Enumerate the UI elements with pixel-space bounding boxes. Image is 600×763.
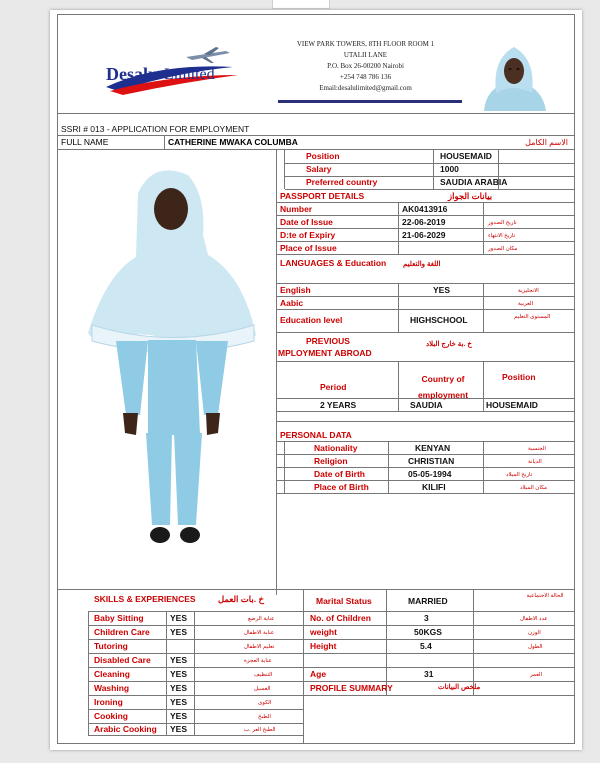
company-name: Desalu — [106, 64, 159, 84]
skill-arabic: الكوى — [258, 700, 272, 706]
education-level-value: HIGHSCHOOL — [410, 315, 468, 325]
experience-position-value: HOUSEMAID — [486, 400, 538, 410]
address-line: +254 748 786 136 — [339, 73, 392, 81]
marital-status-label: Marital Status — [316, 596, 372, 606]
divider — [284, 441, 285, 493]
divider — [483, 441, 484, 493]
religion-label: Religion — [314, 456, 348, 466]
children-value: 3 — [424, 613, 429, 623]
education-level-label: Education level — [280, 315, 343, 325]
skill-label: Tutoring — [94, 641, 128, 651]
skill-arabic: الطبخ العر .ب — [244, 727, 276, 733]
skill-label: Disabled Care — [94, 655, 151, 665]
skill-label: Cooking — [94, 711, 128, 721]
address-line: VIEW PARK TOWERS, 8TH FLOOR ROOM 1 — [296, 40, 435, 48]
experience-title-arabic: خ .بة خارج البلاد — [426, 341, 472, 348]
divider — [276, 283, 574, 284]
divider — [284, 149, 285, 189]
salary-value: 1000 — [440, 164, 459, 174]
divider — [58, 589, 574, 590]
passport-number-value: AK0413916 — [402, 204, 448, 214]
skill-value: YES — [170, 724, 188, 734]
divider — [166, 611, 167, 735]
divider — [398, 361, 399, 411]
divider — [303, 653, 574, 654]
skill-arabic: عناية الاطفال — [244, 630, 275, 636]
preferred-country-label: Preferred country — [306, 177, 378, 187]
expiry-date-arabic: تاريخ الانتهاء — [488, 233, 516, 239]
divider — [483, 283, 484, 332]
applicant-full-photo — [78, 165, 268, 555]
full-name-label: FULL NAME — [61, 137, 109, 147]
children-arabic: عدد الاطفال — [520, 616, 548, 622]
religion-value: CHRISTIAN — [408, 456, 455, 466]
full-name-row — [58, 136, 574, 150]
height-label: Height — [310, 641, 337, 651]
age-value: 31 — [424, 669, 434, 679]
experience-title: PREVIOUS — [306, 336, 350, 346]
divider — [303, 667, 574, 668]
passport-number-label: Number — [280, 204, 313, 214]
age-arabic: العمر — [530, 672, 543, 678]
issue-date-arabic: تاريخ الصدور — [488, 220, 517, 226]
arabic-arabic: العربية — [518, 301, 534, 307]
divider — [303, 695, 574, 696]
skill-label: Baby Sitting — [94, 613, 144, 623]
full-name-value: CATHERINE MWAKA COLUMBA — [168, 137, 298, 147]
skill-arabic: عناية العجزة — [244, 658, 272, 664]
passport-title: PASSPORT DETAILS — [280, 191, 365, 201]
divider — [433, 149, 434, 189]
divider — [276, 254, 574, 255]
children-label: No. of Children — [310, 613, 371, 623]
document-page — [50, 10, 582, 750]
period-value: 2 YEARS — [320, 400, 357, 410]
nationality-label: Nationality — [314, 443, 358, 453]
skill-value: YES — [170, 669, 188, 679]
profile-summary-label: PROFILE SUMMARY — [310, 683, 393, 693]
divider — [164, 136, 165, 149]
issue-date-label: Date of Issue — [280, 217, 333, 227]
company-address — [278, 39, 453, 94]
address-line: P.O. Box 26-00200 Nairobi — [327, 62, 404, 70]
education-level-arabic: المستوى التعليم — [514, 314, 551, 320]
birth-place-arabic: مكان الميلاد — [520, 485, 548, 491]
page-top-tab — [272, 0, 330, 9]
period-header: Period — [320, 382, 347, 392]
salary-label: Salary — [306, 164, 332, 174]
issue-place-label: Place of Issue — [280, 243, 337, 253]
skills-title: SKILLS & EXPERIENCES — [94, 594, 196, 604]
country-header: Country of employment — [417, 374, 469, 400]
divider — [483, 361, 484, 411]
weight-arabic: الوزن — [528, 630, 541, 636]
english-arabic: الانجليزية — [518, 288, 539, 294]
height-arabic: الطول — [528, 644, 543, 650]
skill-value: YES — [170, 711, 188, 721]
divider — [88, 611, 89, 735]
divider — [483, 202, 484, 254]
company-name-suffix: Limited — [164, 66, 215, 83]
divider — [303, 639, 574, 640]
skill-value: YES — [170, 683, 188, 693]
nationality-arabic: الجنسية — [528, 446, 546, 452]
skill-label: Cleaning — [94, 669, 130, 679]
application-form — [57, 14, 575, 744]
skill-label: Arabic Cooking — [94, 724, 157, 734]
birth-date-label: Date of Birth — [314, 469, 365, 479]
height-value: 5.4 — [420, 641, 432, 651]
skill-arabic: تعليم الاطفال — [244, 644, 275, 650]
skill-value: YES — [170, 627, 188, 637]
divider — [194, 611, 195, 735]
position-header: Position — [502, 372, 536, 382]
birth-date-arabic: تاريخ الميلاد — [506, 472, 533, 478]
arabic-label: Aabic — [280, 298, 304, 308]
applicant-portrait — [474, 33, 554, 111]
weight-label: weight — [310, 627, 337, 637]
divider — [276, 411, 574, 412]
full-name-arabic: الاسم الكامل — [525, 138, 568, 147]
marital-status-value: MARRIED — [408, 596, 448, 606]
country-value: SAUDIA — [410, 400, 443, 410]
skill-arabic: عناية الرضع — [248, 616, 275, 622]
languages-title: LANGUAGES & Education — [280, 258, 387, 268]
divider — [398, 283, 399, 332]
skill-value: YES — [170, 655, 188, 665]
skill-arabic: الطبخ — [258, 714, 271, 720]
address-line: UTALII LANE — [343, 51, 388, 59]
address-line: Email:desalulimited@gmail.com — [319, 84, 412, 92]
english-label: English — [280, 285, 311, 295]
skills-title-arabic: خ .بات العمل — [218, 594, 264, 604]
expiry-date-label: D:te of Expiry — [280, 230, 336, 240]
divider — [276, 421, 574, 422]
nationality-value: KENYAN — [415, 443, 451, 453]
experience-title-2: MPLOYMENT ABROAD — [278, 348, 372, 358]
birth-place-label: Place of Birth — [314, 482, 369, 492]
passport-title-arabic: بيانات الجواز — [448, 191, 493, 201]
english-value: YES — [433, 285, 451, 295]
issue-date-value: 22-06-2019 — [402, 217, 446, 227]
form-reference: SSRI # 013 - APPLICATION FOR EMPLOYMENT — [58, 123, 574, 136]
profile-summary-arabic: ملخص البيانات — [438, 684, 481, 691]
skill-label: Ironing — [94, 697, 123, 707]
skill-arabic: الغسيل — [254, 686, 271, 692]
languages-title-arabic: اللغة والتعليم — [403, 261, 441, 268]
divider — [473, 589, 474, 695]
preferred-country-value: SAUDIA ARABIA — [440, 177, 508, 187]
skill-arabic: التنظيف — [254, 672, 273, 678]
address-rule — [278, 100, 462, 103]
birth-date-value: 05-05-1994 — [408, 469, 452, 479]
issue-place-arabic: مكان الصدور — [488, 246, 518, 252]
personal-title: PERSONAL DATA — [280, 430, 352, 440]
divider — [276, 361, 574, 362]
skill-value: YES — [170, 697, 188, 707]
religion-arabic: الديانة — [528, 459, 542, 465]
divider — [303, 589, 304, 743]
position-label: Position — [306, 151, 340, 161]
age-label: Age — [310, 669, 327, 679]
birth-place-value: KILIFI — [422, 482, 446, 492]
position-value: HOUSEMAID — [440, 151, 492, 161]
marital-status-arabic: الحالة الاجتماعية — [526, 593, 564, 599]
weight-value: 50KGS — [414, 627, 442, 637]
divider — [398, 202, 399, 254]
letterhead — [58, 15, 574, 114]
skill-label: Washing — [94, 683, 130, 693]
skill-value: YES — [170, 613, 188, 623]
skill-label: Children Care — [94, 627, 150, 637]
divider — [388, 441, 389, 493]
expiry-date-value: 21-06-2029 — [402, 230, 446, 240]
divider — [276, 332, 574, 333]
divider — [386, 589, 387, 695]
